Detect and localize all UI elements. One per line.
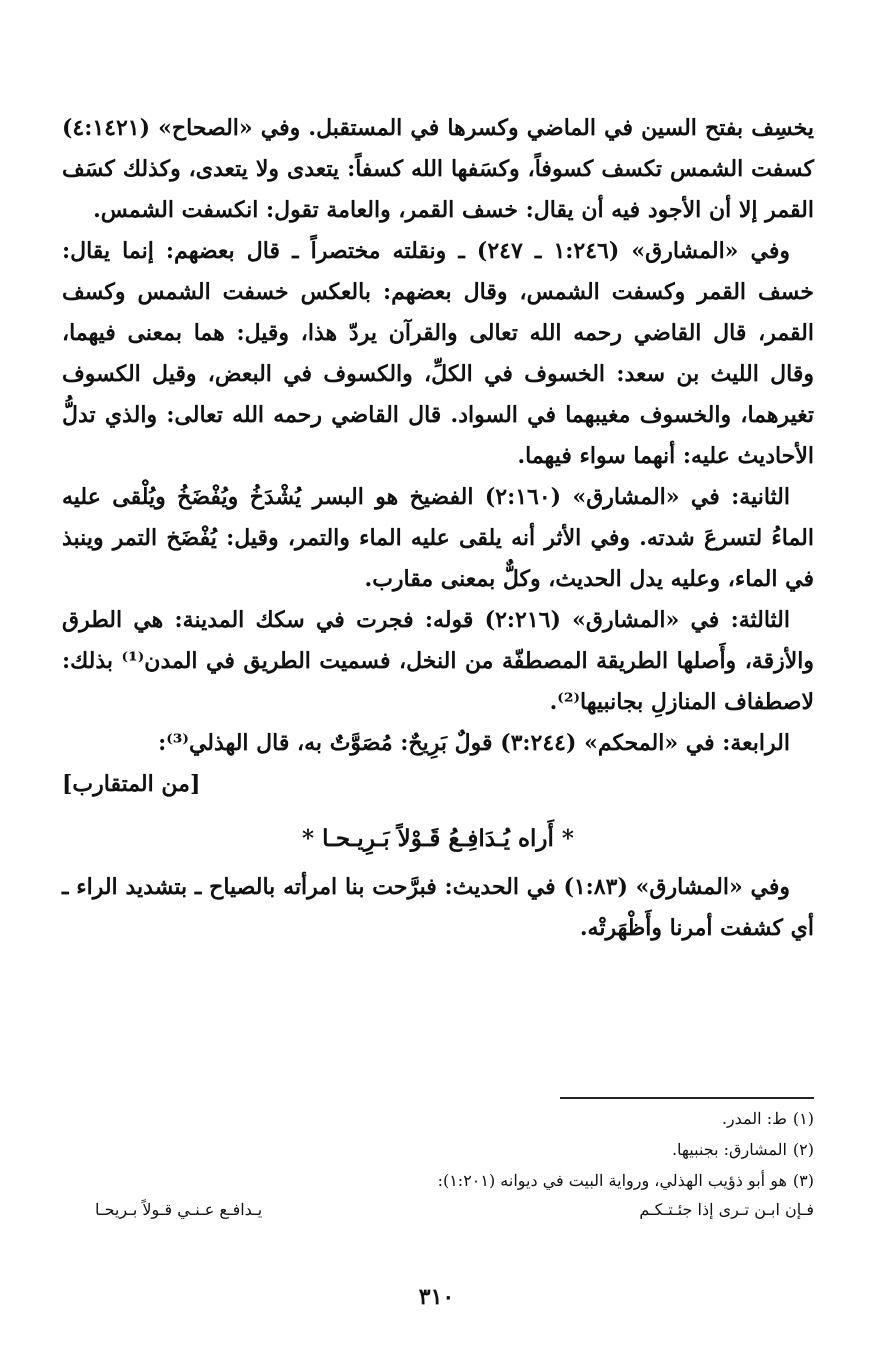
footnote-text: هو أبو ذؤيب الهذلي، ورواية البيت في ديوانه (١:٢٠١): — [437, 1171, 787, 1190]
poem-first-hemistich: فـإن ابـن تـرى إذا جئـتـكـم — [639, 1200, 814, 1219]
main-text — [62, 108, 814, 949]
footnote-3 — [95, 1165, 814, 1196]
footnote-1 — [95, 1103, 814, 1134]
footnotes — [95, 1103, 814, 1224]
footnote-number: (١) — [792, 1109, 814, 1128]
paragraph-2: وفي «المشارق» (١:٢٤٦ ـ ٢٤٧) ـ ونقلته مختصراً ـ قال بعضهم: إنما يقال: خسف القمر وكسفت الشمس، وقال بعضهم: بالعكس خسفت الشمس وكسف القمر، قال القاضي رحمه الله تعالى والقرآن يردّ هذا، وقيل: هما بمعنى فيهما، وقال الليث بن سعد: الخسوف في الكلِّ، والكسوف في البعض، وقيل الكسوف تغيرهما، والخسوف مغيبهما في السواد. قال القاضي رحمه الله تعالى: والذي تدلُّ الأحاديث عليه: أنهما سواء فيهما. — [62, 238, 814, 469]
footnote-poem — [95, 1196, 814, 1224]
paragraph-3: الثانية: في «المشارق» (٢:١٦٠) الفضيخ هو البسر يُشْدَخُ ويُفْضَخُ ويُلْقى عليه الماءُ لتسرعَ شدته. وفي الأثر أنه يلقى عليه الماء والتمر، وقيل: يُفْضَخ التمر وينبذ في الماء، وعليه يدل الحديث، وكلٌّ بمعنى مقارب. — [62, 484, 814, 592]
meter-label: [من المتقارب] — [62, 771, 201, 797]
paragraph-4: الثالثة: في «المشارق» (٢:٢١٦) قوله: فجرت في سكك المدينة: هي الطرق والأزقة، وأَصلها الطريقة المصطفّة من النخل، فسميت الطريق في المدن⁽¹⁾ بذلك: لاصطفاف المنازلِ بجانبيها⁽²⁾. — [62, 607, 815, 715]
footnote-text: المشارق: بجنبيها. — [671, 1140, 787, 1159]
paragraph-1: يخسِف بفتح السين في الماضي وكسرها في المستقبل. وفي «الصحاح» (٤:١٤٢١) كسفت الشمس تكسف كسوفاً، وكسَفها الله كسفاً: يتعدى ولا يتعدى، وكذلك كسَف القمر إلا أن الأجود فيه أن يقال: خسف القمر، والعامة تقول: انكسفت الشمس. — [62, 115, 814, 223]
footnote-2 — [95, 1134, 814, 1165]
poem-second-hemistich: يـدافـع عـنـي قـولاً بـريحـا — [95, 1200, 263, 1219]
verse-line: * أَراه يُـدَافِـعُ قَـوْلاً بَـرِيـحـا * — [302, 825, 574, 852]
paragraph-5: الرابعة: في «المحكم» (٣:٢٤٤) قولٌ بَرِيحٌ: مُصَوَّتٌ به، قال الهذلي⁽³⁾: — [158, 730, 790, 756]
footnote-number: (٣) — [792, 1171, 814, 1190]
page-number: ٣١٠ — [418, 1284, 455, 1310]
footnote-divider — [560, 1097, 814, 1099]
paragraph-6: وفي «المشارق» (١:٨٣) في الحديث: فبرَّحت بنا امرأته بالصياح ـ بتشديد الراء ـ أي كشفت أمرنا وأَظْهَرتْه. — [62, 874, 814, 941]
footnote-number: (٢) — [792, 1140, 814, 1159]
footnote-text: ط: المدر. — [721, 1109, 787, 1128]
